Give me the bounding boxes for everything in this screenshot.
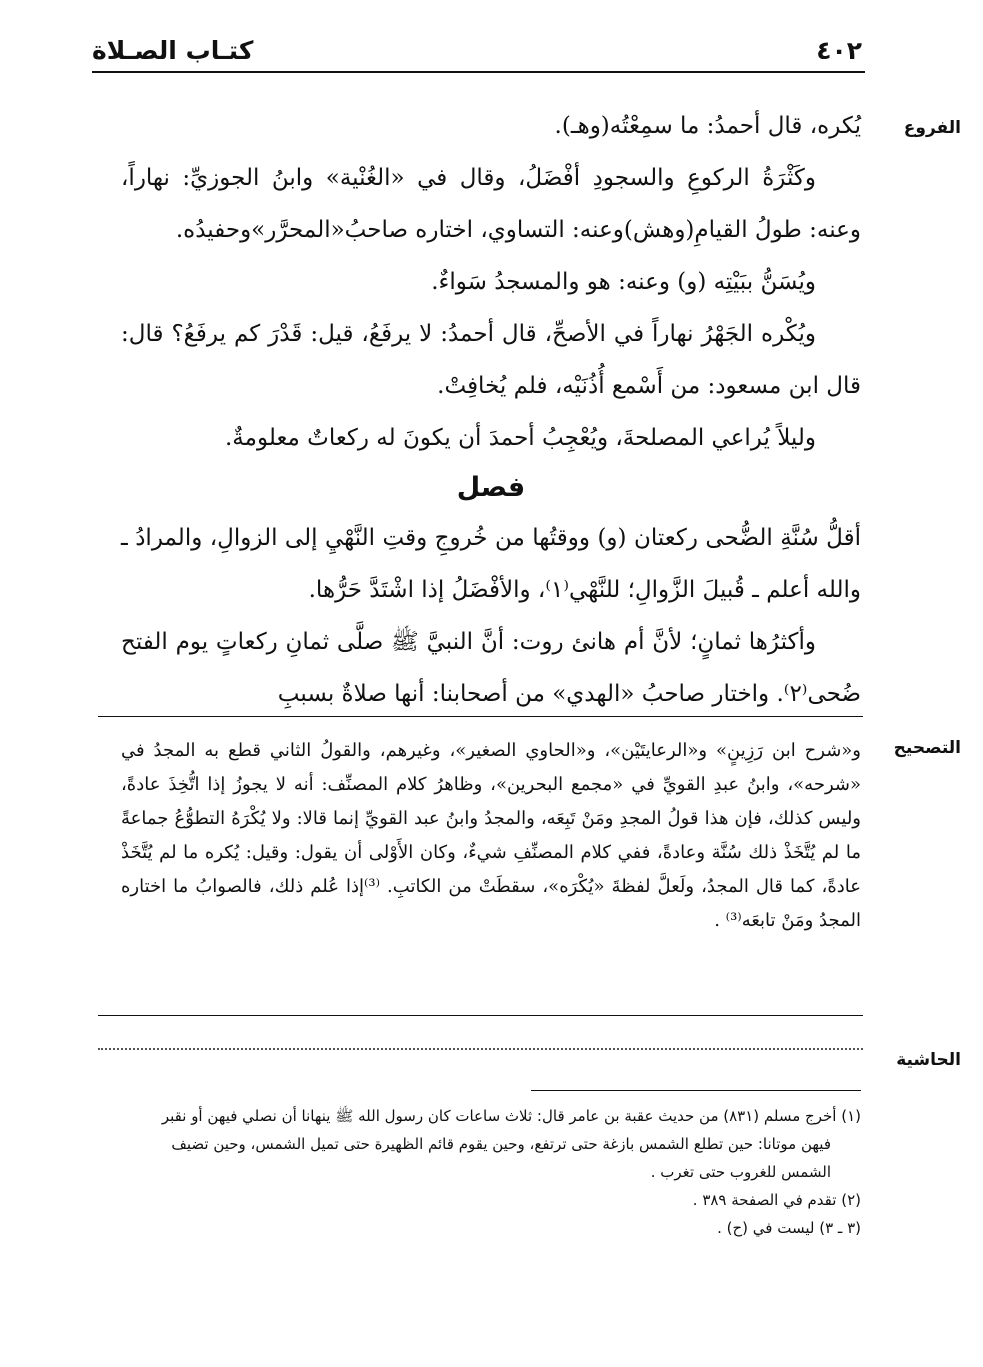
tashih-paragraph: و«شرح ابن رَزِينٍ» و«الرعايتَيْن»، و«الحاوي الصغير»، وغيرهم، والقولُ الثاني قطع به المجدُ في «شرحه»، وابنُ عبدِ القويِّ في «مجمع البحرين»، وظاهرُ كلام المصنِّف: أنه لا يجوزُ إذا اتُّخِذَ عادةً، وليس كذلك، فإن هذا قولُ المجدِ ومَنْ تَبِعَه، والمجدُ وابنُ عبد القويِّ إنما قالا: ولا يُكْرَهُ التطوُّعُ جماعةً ما لم يُتَّخَذْ ذلك سُنَّة وعادةً، ففي كلام المصنِّفِ شيءٌ، وكان الأَوْلى أن يقول: وقيل: يُكره ما لم يُتَّخَذْ عادةً، كما قال المجدُ، ولَعلَّ لفظةَ «يُكْرَه»، سقطَتْ من الكاتبِ. ⁽³⁾إذا عُلم ذلك، فالصوابُ ما اختاره المجدُ ومَنْ تابعَه⁽³⁾ . xyxy=(121,740,861,931)
page-number: ٤٠٢ xyxy=(816,36,862,65)
main-paragraph: وليلاً يُراعي المصلحةَ، ويُعْجِبُ أحمدَ أن يكونَ له ركعاتٌ معلومةٌ. xyxy=(224,425,816,451)
footnotes xyxy=(121,1102,861,1242)
label-furu: الفروع xyxy=(903,118,961,138)
main-divider xyxy=(98,716,863,717)
footnote-separator xyxy=(531,1090,861,1091)
page-header xyxy=(92,36,862,70)
tashih-divider xyxy=(98,1015,863,1016)
footnote-3: (٣ ـ ٣) ليست في (ح) . xyxy=(717,1219,861,1237)
label-tashih: التصحيح xyxy=(893,738,961,758)
main-paragraph: ويُكْره الجَهْرُ نهاراً في الأصحِّ، قال أحمدُ: لا يرفَعُ، قيل: قَدْرَ كم يرفَعُ؟ قال: قال ابن مسعود: من أَسْمع أُذُنَيْه، فلم يُخافِتْ. xyxy=(121,321,861,399)
hashiya-dotted-line xyxy=(98,1048,863,1050)
main-paragraph: وكَثْرَةُ الركوعِ والسجودِ أفْضَلُ، وقال في «الغُنْية» وابنُ الجوزيِّ: نهاراً، وعنه: طولُ القيامِ(وهش)وعنه: التساوي، اختاره صاحبُ«المحرَّر»وحفيدُه. xyxy=(121,165,861,243)
footnote-1-continued: فيهن موتانا: حين تطلع الشمس بازغة حتى ترتفع، وحين يقوم قائم الظهيرة حتى تميل الشمس، وحين تضيف xyxy=(171,1135,831,1153)
footnote-2: (٢) تقدم في الصفحة ٣٨٩ . xyxy=(692,1191,861,1209)
main-paragraph: أقلُّ سُنَّةِ الضُّحى ركعتان (و) ووقتُها من خُروجِ وقتِ النَّهْيِ إلى الزوالِ، والمرادُ ـ والله أعلم ـ قُبيلَ الزَّوالِ؛ للنَّهْي⁽١⁾، والأفْضَلُ إذا اشْتَدَّ حَرُّها. xyxy=(121,525,861,603)
main-text xyxy=(121,100,861,720)
tashih-text xyxy=(121,734,861,938)
footnote-1-end: الشمس للغروب حتى تغرب . xyxy=(650,1163,831,1181)
main-paragraph: ويُسَنُّ ببَيْتِه (و) وعنه: هو والمسجدُ سَواءٌ. xyxy=(431,269,816,295)
footnote-1: (١) أخرج مسلم (٨٣١) من حديث عقبة بن عامر قال: ثلاث ساعات كان رسول الله ﷺ ينهانا أن نصلي فيهن أو نقبر xyxy=(161,1107,861,1125)
header-divider xyxy=(92,71,865,73)
main-paragraph: يُكره، قال أحمدُ: ما سمِعْتُه(وهـ). xyxy=(554,113,861,139)
label-hashiya: الحاشية xyxy=(896,1050,961,1070)
section-heading: فصل xyxy=(456,472,526,503)
book-title: كتـاب الصـلاة xyxy=(92,36,254,65)
main-paragraph: وأكثرُها ثمانٍ؛ لأنَّ أم هانئ روت: أنَّ النبيَّ ﷺ صلَّى ثمانِ ركعاتٍ يوم الفتح ضُحى⁽٢⁾. واختار صاحبُ «الهدي» من أصحابنا: أنها صلاةٌ بسببِ xyxy=(121,629,861,707)
